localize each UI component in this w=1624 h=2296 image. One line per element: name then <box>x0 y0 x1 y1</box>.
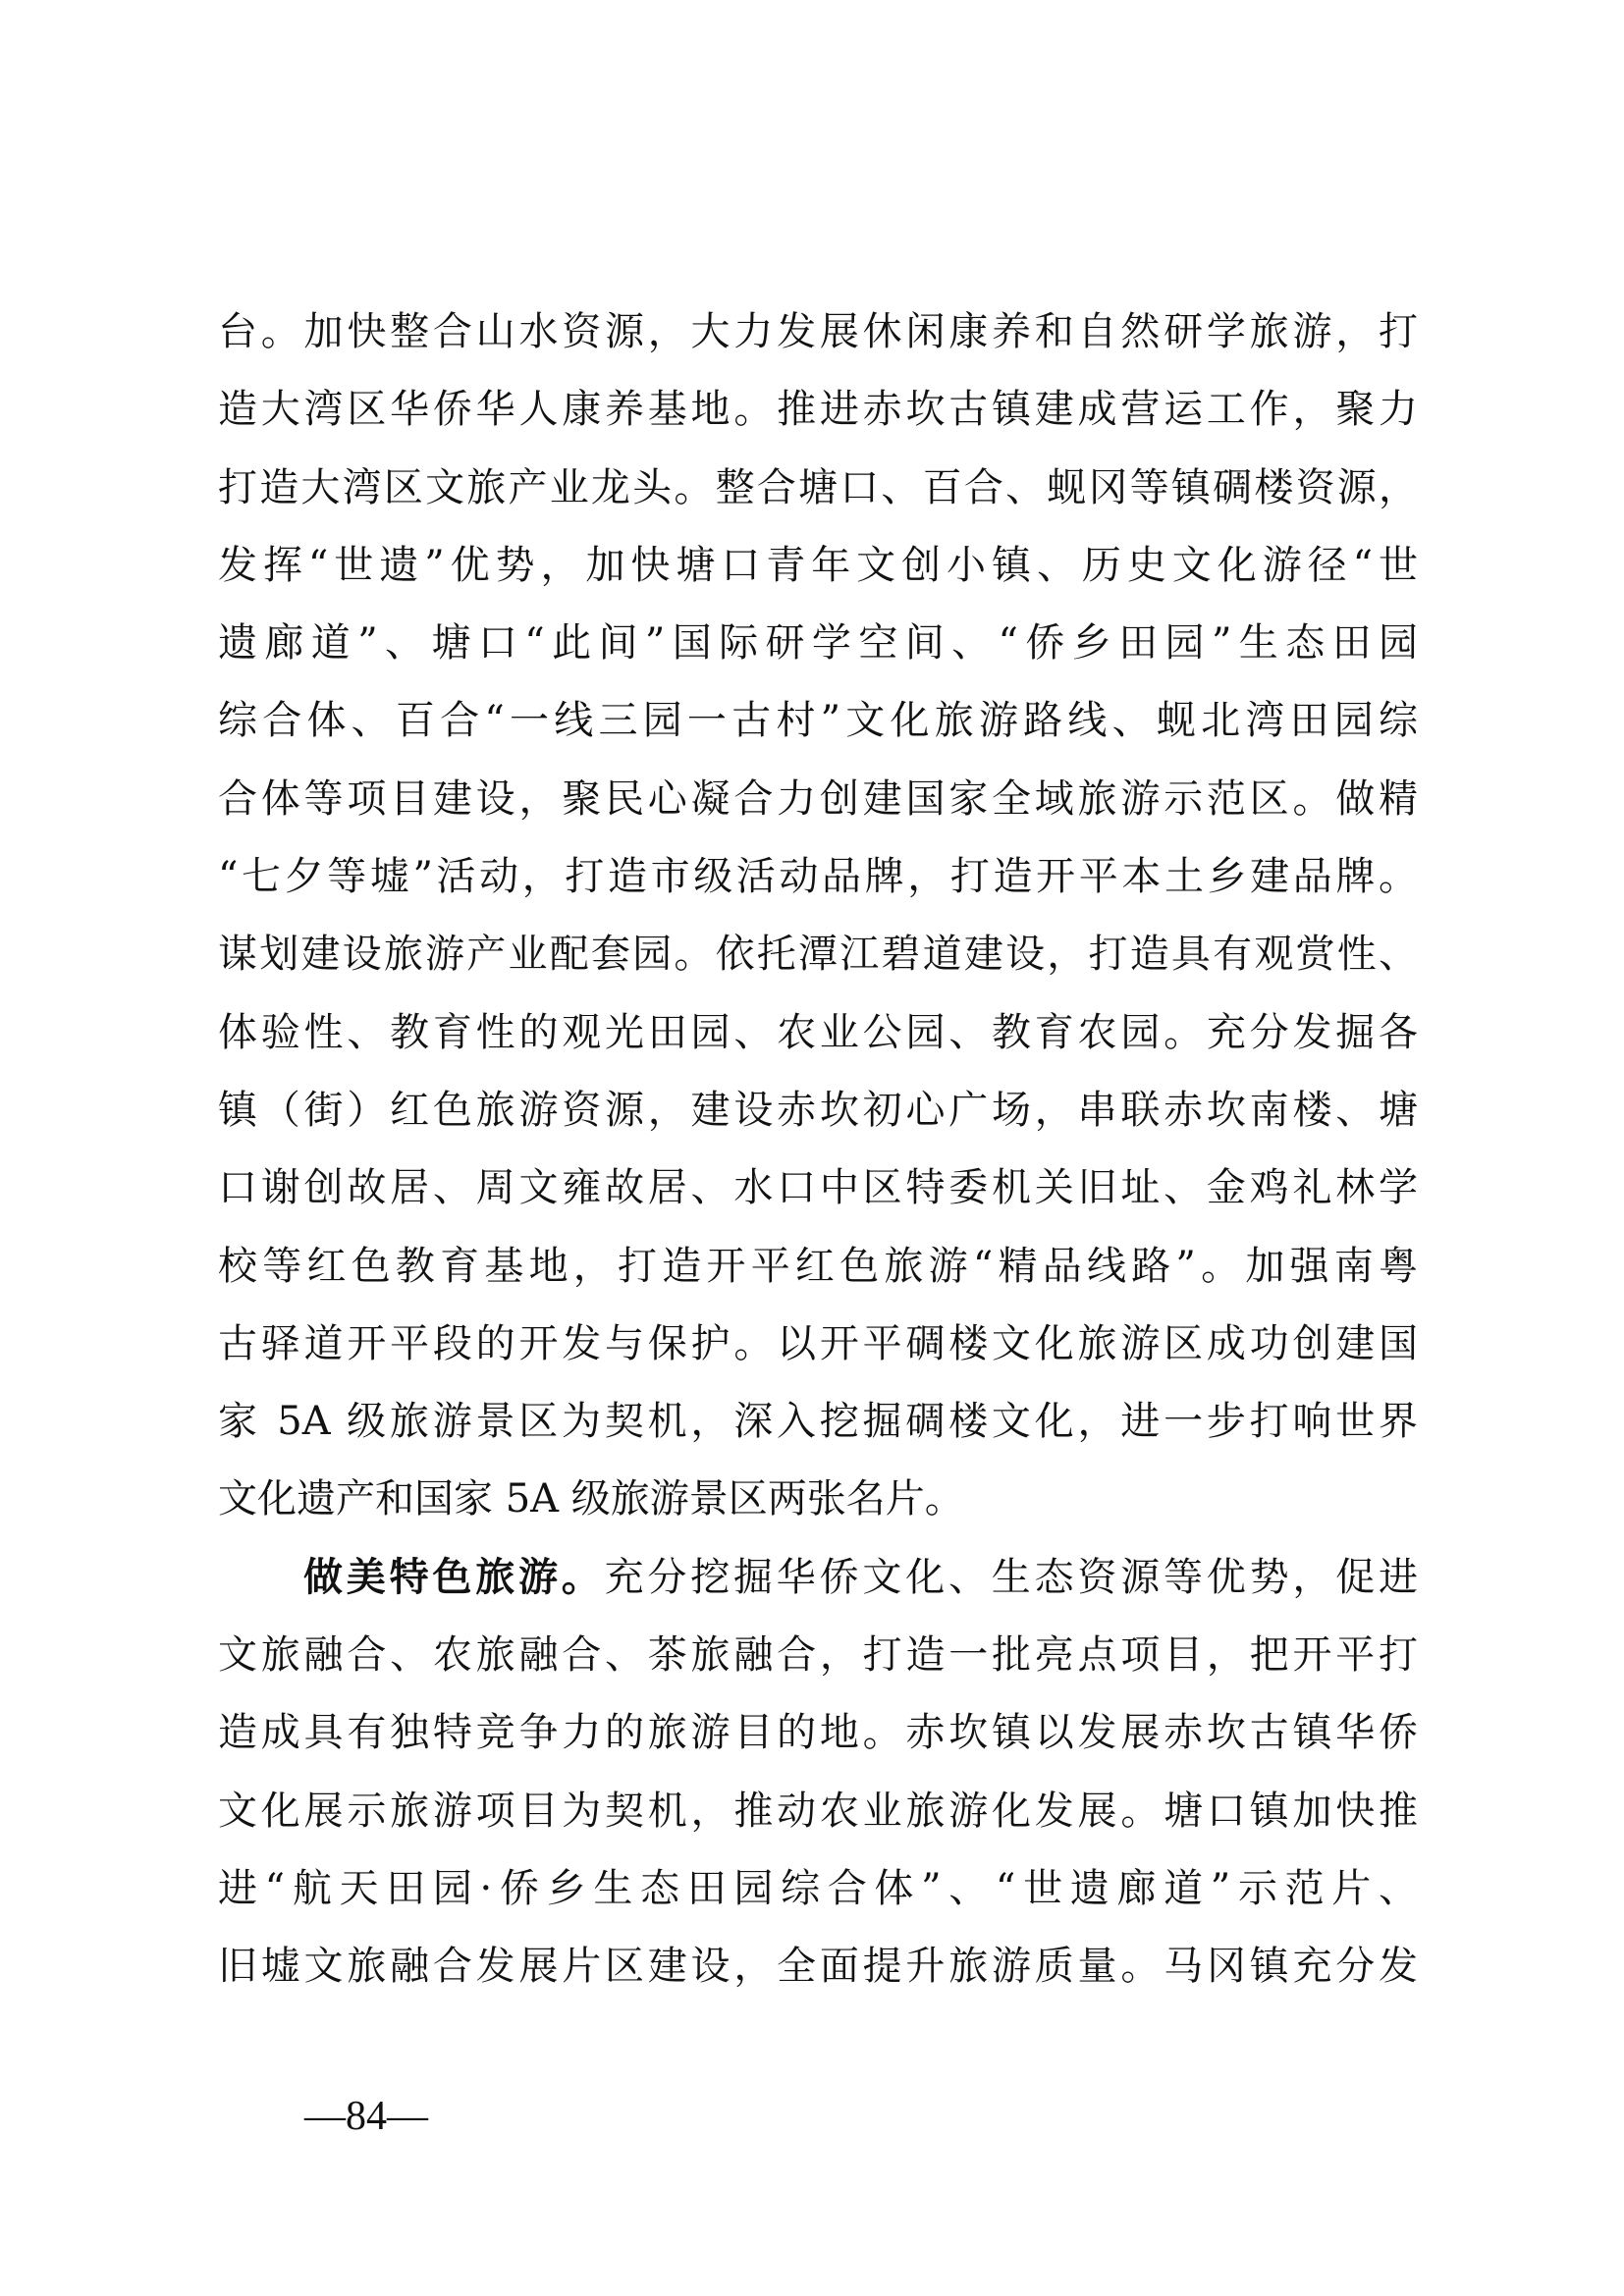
text-line: 校等红色教育基地，打造开平红色旅游“精品线路”。加强南粤 <box>218 1243 1418 1289</box>
text-line: 进“航天田园·侨乡生态田园综合体”、“世遗廊道”示范片、 <box>218 1865 1418 1911</box>
text-line: 家 5A 级旅游景区为契机，深入挖掘碉楼文化，进一步打响世界 <box>218 1399 1418 1445</box>
text-line: 古驿道开平段的开发与保护。以开平碉楼文化旅游区成功创建国 <box>218 1320 1418 1366</box>
text-line: 综合体、百合“一线三园一古村”文化旅游路线、蚬北湾田园综 <box>218 698 1418 744</box>
text-line: 旧墟文旅融合发展片区建设，全面提升旅游质量。马冈镇充分发 <box>218 1944 1418 1990</box>
text-line: 发挥“世遗”优势，加快塘口青年文创小镇、历史文化游径“世 <box>218 542 1418 588</box>
text-line: 造成具有独特竞争力的旅游目的地。赤坎镇以发展赤坎古镇华侨 <box>218 1710 1418 1756</box>
text-line: 台。加快整合山水资源，大力发展休闲康养和自然研学旅游，打 <box>218 309 1418 354</box>
text-line: “七夕等墟”活动，打造市级活动品牌，打造开平本土乡建品牌。 <box>218 854 1418 900</box>
text-line: 合体等项目建设，聚民心凝合力创建国家全域旅游示范区。做精 <box>218 775 1418 822</box>
text-line: 谋划建设旅游产业配套园。依托潭江碧道建设，打造具有观赏性、 <box>218 932 1418 978</box>
page-number: —84— <box>304 2094 428 2139</box>
text-line: 文化展示旅游项目为契机，推动农业旅游化发展。塘口镇加快推 <box>218 1788 1418 1834</box>
text-line: 造大湾区华侨华人康养基地。推进赤坎古镇建成营运工作，聚力 <box>218 387 1418 433</box>
paragraph-heading: 做美特色旅游。 <box>303 1554 605 1600</box>
text-line: 镇（街）红色旅游资源，建设赤坎初心广场，串联赤坎南楼、塘 <box>218 1087 1418 1133</box>
text-line: 文化遗产和国家 5A 级旅游景区两张名片。 <box>218 1476 964 1522</box>
paragraph-first-line <box>218 1546 1418 1624</box>
text-line: 体验性、教育性的观光田园、农业公园、教育农园。充分发掘各 <box>218 1009 1418 1055</box>
text-line: 遗廊道”、塘口“此间”国际研学空间、“侨乡田园”生态田园 <box>218 620 1418 667</box>
text-line: 文旅融合、农旅融合、茶旅融合，打造一批亮点项目，把开平打 <box>218 1632 1418 1679</box>
text-line: 打造大湾区文旅产业龙头。整合塘口、百合、蚬冈等镇碉楼资源， <box>218 464 1418 510</box>
text-line: 口谢创故居、周文雍故居、水口中区特委机关旧址、金鸡礼林学 <box>218 1165 1418 1211</box>
text-span: 充分挖掘华侨文化、生态资源等优势，促进 <box>604 1554 1419 1600</box>
body-text <box>218 300 1418 2013</box>
